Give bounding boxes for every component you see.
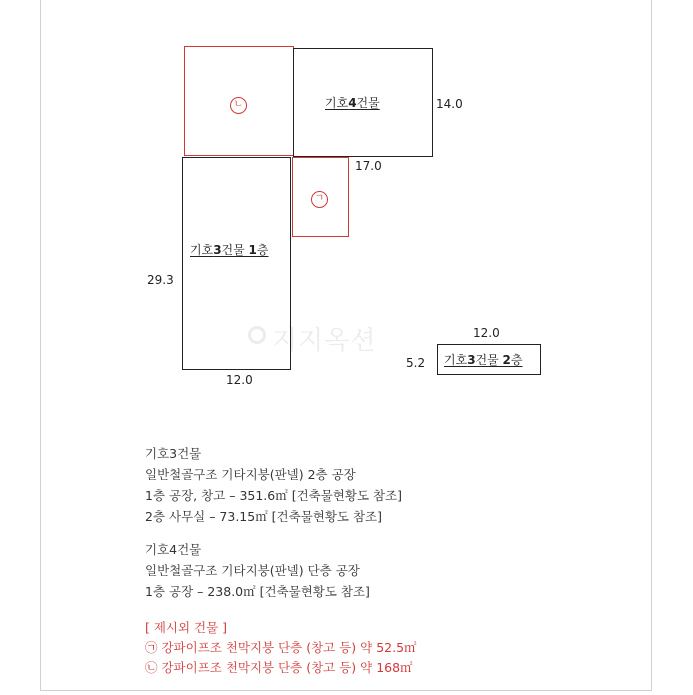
dimension-14: 14.0 bbox=[436, 97, 463, 111]
building-3-desc-floor-2: 2층 사무실 – 73.15㎡ [건축물현황도 참조] bbox=[145, 509, 383, 524]
dimension-17: 17.0 bbox=[355, 159, 382, 173]
building-3-desc-structure: 일반철골구조 기타지붕(판넬) 2층 공장 bbox=[145, 467, 356, 482]
marker-b-circle: ㄴ bbox=[230, 97, 247, 114]
dimension-5-2: 5.2 bbox=[406, 356, 426, 370]
building-4-desc-structure: 일반철골구조 기타지붕(판넬) 단층 공장 bbox=[145, 563, 360, 578]
building-4-label: 기호4건물 bbox=[325, 96, 380, 110]
marker-a-circle: ㄱ bbox=[311, 191, 328, 208]
excluded-desc-a: ㉠ 강파이프조 천막지붕 단층 (창고 등) 약 52.5㎡ bbox=[145, 640, 417, 655]
building-3-floor-1-outline bbox=[182, 157, 291, 370]
building-3-desc-title: 기호3건물 bbox=[145, 446, 202, 461]
excluded-desc-title: [ 제시외 건물 ] bbox=[145, 620, 228, 635]
dimension-29-3: 29.3 bbox=[147, 273, 174, 287]
building-4-desc-title: 기호4건물 bbox=[145, 542, 202, 557]
excluded-desc-b: ㉡ 강파이프조 천막지붕 단층 (창고 등) 약 168㎡ bbox=[145, 660, 413, 675]
watermark: 지지옥션 bbox=[272, 326, 377, 356]
building-4-desc-floor-1: 1층 공장 – 238.0㎡ [건축물현황도 참조] bbox=[145, 584, 370, 599]
dimension-12-right: 12.0 bbox=[473, 326, 500, 340]
building-3-floor-2-label: 기호3건물 2층 bbox=[444, 353, 523, 367]
building-3-desc-floor-1: 1층 공장, 창고 – 351.6㎡ [건축물현황도 참조] bbox=[145, 488, 403, 503]
dimension-12-bottom: 12.0 bbox=[226, 373, 253, 387]
building-3-floor-1-label: 기호3건물 1층 bbox=[190, 243, 269, 257]
